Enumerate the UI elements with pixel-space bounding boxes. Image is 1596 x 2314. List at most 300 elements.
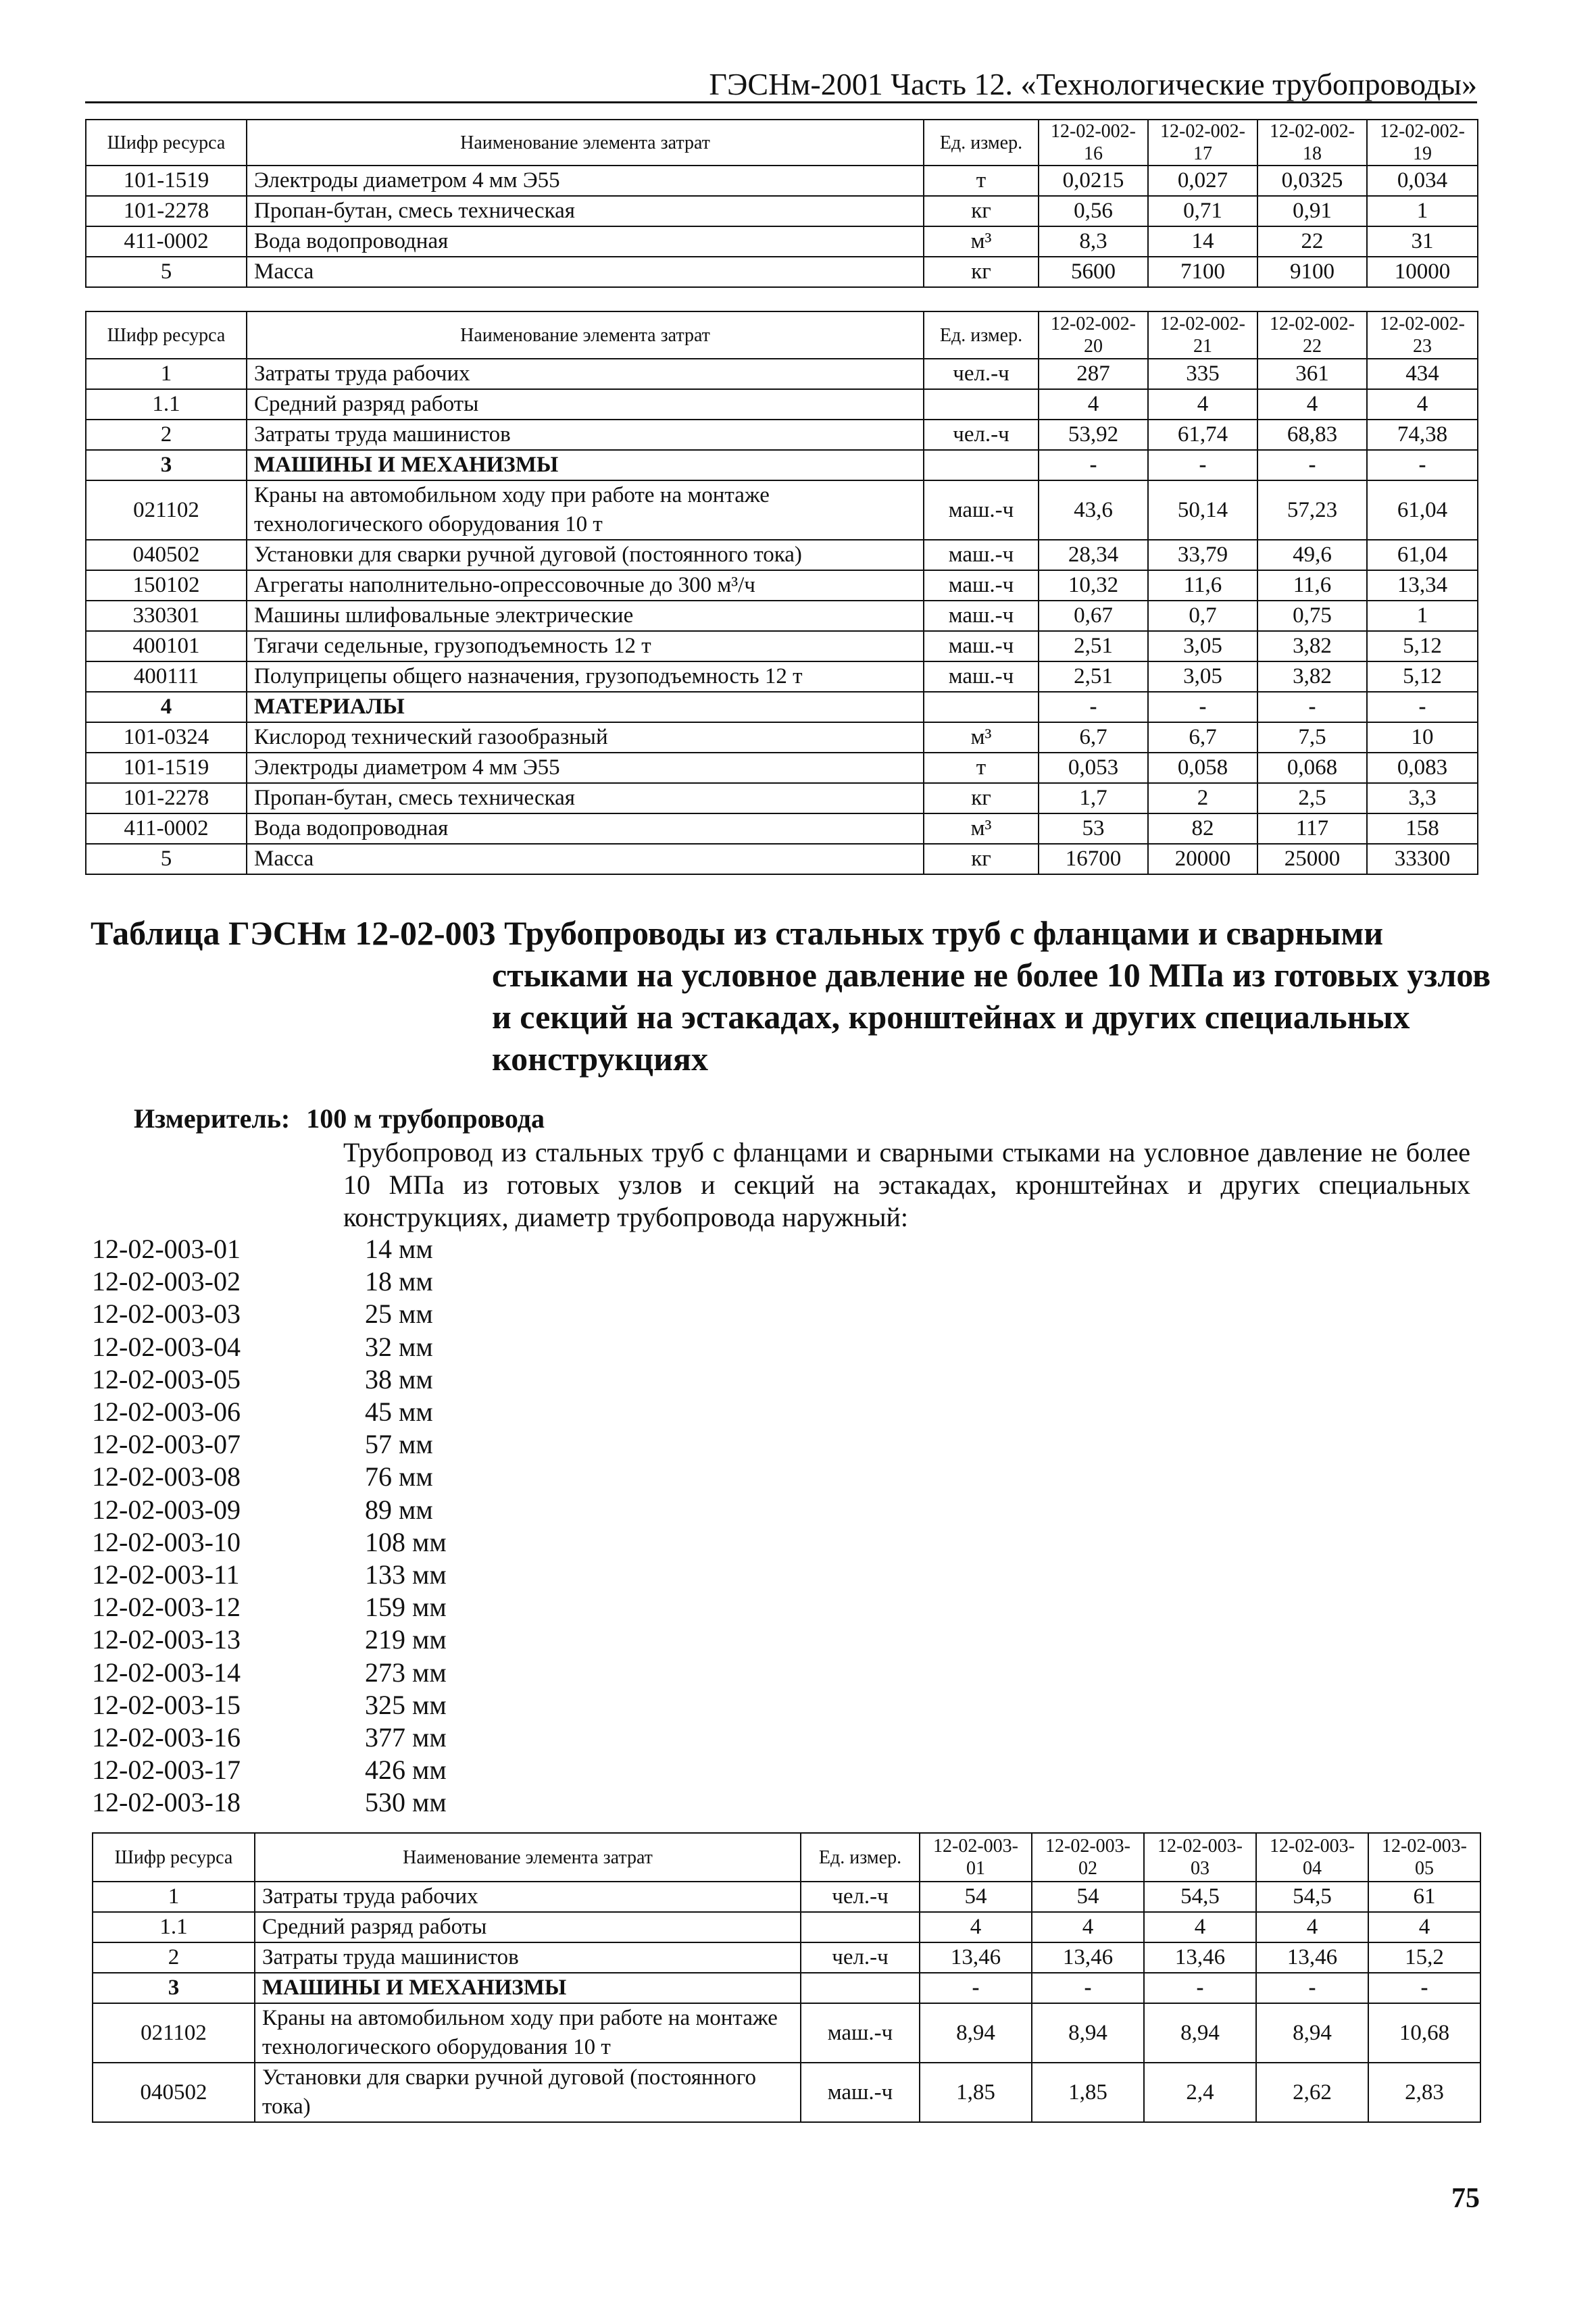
cost-element-header: Наименование элемента затрат bbox=[255, 1833, 801, 1882]
resource-code: 150102 bbox=[86, 570, 247, 601]
table-title-line-1: Таблица ГЭСНм 12-02-003 Трубопроводы из стальных труб с фланцами и сварными bbox=[91, 914, 1384, 952]
table-row bbox=[86, 389, 1478, 420]
norm-code: 12-02-003-08 bbox=[92, 1461, 241, 1492]
norm-value: 49,6 bbox=[1257, 540, 1367, 570]
norm-code-header: 12-02-002-21 bbox=[1148, 311, 1257, 359]
resource-code: 2 bbox=[93, 1942, 255, 1973]
norm-value: 4 bbox=[1256, 1912, 1368, 1942]
pipe-diameter: 426 мм bbox=[365, 1755, 447, 1786]
norm-code: 12-02-003-18 bbox=[92, 1787, 241, 1818]
unit-of-measure: маш.-ч bbox=[801, 2063, 920, 2122]
norm-code-header: 12-02-003-05 bbox=[1368, 1833, 1480, 1882]
unit-of-measure: кг bbox=[924, 783, 1039, 813]
table-row bbox=[86, 480, 1478, 540]
pipe-diameter: 219 мм bbox=[365, 1624, 447, 1655]
norm-value: - bbox=[1039, 450, 1148, 480]
unit-of-measure: маш.-ч bbox=[801, 2003, 920, 2063]
norm-value: 53 bbox=[1039, 813, 1148, 844]
norm-value: 57,23 bbox=[1257, 480, 1367, 540]
norm-value: 2,62 bbox=[1256, 2063, 1368, 2122]
resource-code: 4 bbox=[86, 692, 247, 722]
unit-of-measure: маш.-ч bbox=[924, 601, 1039, 631]
unit-of-measure: маш.-ч bbox=[924, 480, 1039, 540]
table-row bbox=[86, 692, 1478, 722]
norm-value: 0,034 bbox=[1367, 166, 1478, 196]
norm-value: 361 bbox=[1257, 359, 1367, 389]
list-item bbox=[92, 1624, 447, 1656]
pipe-diameter: 57 мм bbox=[365, 1429, 433, 1460]
cost-element-name: Затраты труда рабочих bbox=[247, 359, 924, 389]
norm-value: 1,85 bbox=[920, 2063, 1032, 2122]
unit-of-measure: чел.-ч bbox=[801, 1882, 920, 1912]
norm-value: 4 bbox=[1148, 389, 1257, 420]
norm-value: 53,92 bbox=[1039, 420, 1148, 450]
norm-value: - bbox=[1257, 450, 1367, 480]
norm-value: 8,94 bbox=[1144, 2003, 1256, 2063]
norm-value: 0,75 bbox=[1257, 601, 1367, 631]
norm-value: 5,12 bbox=[1367, 631, 1478, 661]
resource-table-002-16-19 bbox=[85, 119, 1478, 288]
resource-code: 400101 bbox=[86, 631, 247, 661]
unit-of-measure: маш.-ч bbox=[924, 540, 1039, 570]
unit-of-measure: кг bbox=[924, 257, 1039, 287]
table-row bbox=[86, 226, 1478, 257]
norm-value: 434 bbox=[1367, 359, 1478, 389]
table-header-row bbox=[93, 1833, 1480, 1882]
unit-of-measure bbox=[924, 389, 1039, 420]
resource-code: 330301 bbox=[86, 601, 247, 631]
norm-value: 1 bbox=[1367, 196, 1478, 226]
norm-value: 2 bbox=[1148, 783, 1257, 813]
norm-value: 287 bbox=[1039, 359, 1148, 389]
table-row bbox=[86, 570, 1478, 601]
norm-value: - bbox=[1368, 1973, 1480, 2003]
norm-value: 1 bbox=[1367, 601, 1478, 631]
pipe-diameter: 45 мм bbox=[365, 1397, 433, 1428]
norm-code: 12-02-003-05 bbox=[92, 1363, 241, 1394]
norm-value: 10 bbox=[1367, 722, 1478, 753]
pipe-diameter: 14 мм bbox=[365, 1234, 433, 1264]
resource-code: 1.1 bbox=[86, 389, 247, 420]
unit-of-measure: маш.-ч bbox=[924, 631, 1039, 661]
norm-value: 0,053 bbox=[1039, 753, 1148, 783]
table-row bbox=[86, 753, 1478, 783]
cost-element-name: Агрегаты наполнительно-опрессовочные до 300 м³/ч bbox=[247, 570, 924, 601]
norm-value: 20000 bbox=[1148, 844, 1257, 874]
norm-value: - bbox=[920, 1973, 1032, 2003]
cost-element-name: МАТЕРИАЛЫ bbox=[247, 692, 924, 722]
table-row bbox=[86, 420, 1478, 450]
resource-code: 101-0324 bbox=[86, 722, 247, 753]
resource-code: 411-0002 bbox=[86, 226, 247, 257]
norm-code: 12-02-003-16 bbox=[92, 1722, 241, 1753]
norm-value: 158 bbox=[1367, 813, 1478, 844]
unit-of-measure bbox=[924, 450, 1039, 480]
cost-element-name: Полуприцепы общего назначения, грузоподъемность 12 т bbox=[247, 661, 924, 692]
table-row bbox=[86, 601, 1478, 631]
norm-code: 12-02-003-11 bbox=[92, 1559, 240, 1590]
list-item bbox=[92, 1461, 447, 1493]
norm-value: 33,79 bbox=[1148, 540, 1257, 570]
norm-value: 50,14 bbox=[1148, 480, 1257, 540]
norm-code-header: 12-02-002-23 bbox=[1367, 311, 1478, 359]
unit-of-measure: чел.-ч bbox=[801, 1942, 920, 1973]
meter-value: 100 м трубопровода bbox=[306, 1103, 545, 1134]
unit-of-measure bbox=[801, 1973, 920, 2003]
norm-value: 3,05 bbox=[1148, 631, 1257, 661]
norm-value: 33300 bbox=[1367, 844, 1478, 874]
norm-value: - bbox=[1256, 1973, 1368, 2003]
norm-value: 15,2 bbox=[1368, 1942, 1480, 1973]
norm-value: 0,0325 bbox=[1257, 166, 1367, 196]
norm-code-header: 12-02-003-01 bbox=[920, 1833, 1032, 1882]
resource-code-header: Шифр ресурса bbox=[86, 311, 247, 359]
resource-table-002-20-23 bbox=[85, 311, 1478, 875]
pipe-diameter: 89 мм bbox=[365, 1494, 433, 1525]
list-item bbox=[92, 1721, 447, 1754]
cost-element-name: Вода водопроводная bbox=[247, 813, 924, 844]
norm-value: 10000 bbox=[1367, 257, 1478, 287]
norm-value: 117 bbox=[1257, 813, 1367, 844]
norm-value: 4 bbox=[1039, 389, 1148, 420]
table-title bbox=[91, 912, 1496, 1080]
norm-value: - bbox=[1148, 692, 1257, 722]
norm-value: 43,6 bbox=[1039, 480, 1148, 540]
norm-value: 4 bbox=[1257, 389, 1367, 420]
norm-value: 1,85 bbox=[1032, 2063, 1144, 2122]
pipe-diameter: 18 мм bbox=[365, 1266, 433, 1297]
cost-element-name: МАШИНЫ И МЕХАНИЗМЫ bbox=[247, 450, 924, 480]
norm-codes-list bbox=[92, 1233, 447, 1819]
norm-code: 12-02-003-04 bbox=[92, 1331, 241, 1362]
cost-element-name: Кислород технический газообразный bbox=[247, 722, 924, 753]
list-item bbox=[92, 1396, 447, 1428]
norm-value: 68,83 bbox=[1257, 420, 1367, 450]
list-item bbox=[92, 1657, 447, 1689]
norm-value: 1,7 bbox=[1039, 783, 1148, 813]
norm-value: 14 bbox=[1148, 226, 1257, 257]
table-row bbox=[86, 166, 1478, 196]
table-row bbox=[86, 450, 1478, 480]
norm-value: 335 bbox=[1148, 359, 1257, 389]
norm-value: 8,94 bbox=[1256, 2003, 1368, 2063]
resource-code-header: Шифр ресурса bbox=[86, 120, 247, 166]
norm-value: 2,4 bbox=[1144, 2063, 1256, 2122]
pipe-diameter: 377 мм bbox=[365, 1722, 447, 1753]
norm-value: 0,068 bbox=[1257, 753, 1367, 783]
unit-of-measure: кг bbox=[924, 196, 1039, 226]
resource-code: 2 bbox=[86, 420, 247, 450]
pipe-diameter: 325 мм bbox=[365, 1689, 447, 1720]
norm-value: 0,67 bbox=[1039, 601, 1148, 631]
norm-code: 12-02-003-02 bbox=[92, 1266, 241, 1297]
header-rule bbox=[85, 101, 1477, 103]
norm-value: 8,94 bbox=[1032, 2003, 1144, 2063]
resource-code: 040502 bbox=[93, 2063, 255, 2122]
resource-code: 101-2278 bbox=[86, 783, 247, 813]
meter bbox=[134, 1103, 545, 1134]
resource-code: 3 bbox=[86, 450, 247, 480]
norm-value: 82 bbox=[1148, 813, 1257, 844]
norm-code: 12-02-003-01 bbox=[92, 1234, 241, 1264]
norm-code: 12-02-003-12 bbox=[92, 1592, 241, 1623]
resource-code: 411-0002 bbox=[86, 813, 247, 844]
pipe-diameter: 76 мм bbox=[365, 1461, 433, 1492]
norm-code-header: 12-02-002-19 bbox=[1367, 120, 1478, 166]
cost-element-name: Краны на автомобильном ходу при работе на монтаже технологического оборудования 10 т bbox=[247, 480, 924, 540]
cost-element-name: Электроды диаметром 4 мм Э55 bbox=[247, 166, 924, 196]
norm-value: 0,0215 bbox=[1039, 166, 1148, 196]
norm-value: 5600 bbox=[1039, 257, 1148, 287]
norm-value: 11,6 bbox=[1148, 570, 1257, 601]
norm-value: 13,46 bbox=[1032, 1942, 1144, 1973]
norm-code: 12-02-003-17 bbox=[92, 1755, 241, 1786]
cost-element-name: Затраты труда машинистов bbox=[247, 420, 924, 450]
unit-of-measure: чел.-ч bbox=[924, 420, 1039, 450]
list-item bbox=[92, 1526, 447, 1559]
page-number: 75 bbox=[1451, 2183, 1480, 2214]
norm-value: 13,46 bbox=[920, 1942, 1032, 1973]
resource-table-003-01-05 bbox=[92, 1832, 1481, 2123]
list-item bbox=[92, 1298, 447, 1330]
norm-value: 54,5 bbox=[1256, 1882, 1368, 1912]
cost-element-name: Пропан-бутан, смесь техническая bbox=[247, 196, 924, 226]
norm-code: 12-02-003-13 bbox=[92, 1624, 241, 1655]
norm-value: - bbox=[1032, 1973, 1144, 2003]
norm-code-header: 12-02-003-02 bbox=[1032, 1833, 1144, 1882]
table-row bbox=[86, 722, 1478, 753]
norm-code-header: 12-02-002-16 bbox=[1039, 120, 1148, 166]
norm-value: - bbox=[1367, 450, 1478, 480]
norm-value: 22 bbox=[1257, 226, 1367, 257]
norm-value: 8,94 bbox=[920, 2003, 1032, 2063]
pipe-diameter: 108 мм bbox=[365, 1526, 447, 1557]
cost-element-name: Установки для сварки ручной дуговой (постоянного тока) bbox=[255, 2063, 801, 2122]
norm-value: 61 bbox=[1368, 1882, 1480, 1912]
norm-value: 7,5 bbox=[1257, 722, 1367, 753]
norm-value: 0,083 bbox=[1367, 753, 1478, 783]
table-row bbox=[86, 540, 1478, 570]
norm-value: 0,91 bbox=[1257, 196, 1367, 226]
norm-value: 10,68 bbox=[1368, 2003, 1480, 2063]
norm-value: 54,5 bbox=[1144, 1882, 1256, 1912]
meter-label: Измеритель: bbox=[134, 1103, 291, 1134]
pipe-diameter: 530 мм bbox=[365, 1787, 447, 1818]
norm-value: 0,56 bbox=[1039, 196, 1148, 226]
norm-value: 61,04 bbox=[1367, 480, 1478, 540]
norm-value: 74,38 bbox=[1367, 420, 1478, 450]
norm-value: 3,82 bbox=[1257, 631, 1367, 661]
norm-value: 61,74 bbox=[1148, 420, 1257, 450]
norm-code: 12-02-003-07 bbox=[92, 1429, 241, 1460]
norm-value: 25000 bbox=[1257, 844, 1367, 874]
unit-of-measure bbox=[924, 692, 1039, 722]
norm-value: 61,04 bbox=[1367, 540, 1478, 570]
list-item bbox=[92, 1265, 447, 1298]
norm-value: 6,7 bbox=[1039, 722, 1148, 753]
norm-value: 4 bbox=[920, 1912, 1032, 1942]
list-item bbox=[92, 1428, 447, 1461]
norm-code-header: 12-02-002-20 bbox=[1039, 311, 1148, 359]
table-header-row bbox=[86, 120, 1478, 166]
cost-element-name: Масса bbox=[247, 844, 924, 874]
norm-value: 54 bbox=[1032, 1882, 1144, 1912]
cost-element-name: Вода водопроводная bbox=[247, 226, 924, 257]
norm-code: 12-02-003-09 bbox=[92, 1494, 241, 1525]
resource-code: 3 bbox=[93, 1973, 255, 2003]
unit-of-measure: кг bbox=[924, 844, 1039, 874]
cost-element-name: Тягачи седельные, грузоподъемность 12 т bbox=[247, 631, 924, 661]
norm-value: 8,3 bbox=[1039, 226, 1148, 257]
resource-code: 5 bbox=[86, 257, 247, 287]
pipe-diameter: 25 мм bbox=[365, 1299, 433, 1330]
norm-code: 12-02-003-10 bbox=[92, 1526, 241, 1557]
resource-code: 101-1519 bbox=[86, 166, 247, 196]
list-item bbox=[92, 1591, 447, 1624]
list-item bbox=[92, 1331, 447, 1363]
norm-value: 0,71 bbox=[1148, 196, 1257, 226]
norm-value: 54 bbox=[920, 1882, 1032, 1912]
norm-value: 6,7 bbox=[1148, 722, 1257, 753]
norm-value: 4 bbox=[1367, 389, 1478, 420]
table-row bbox=[86, 196, 1478, 226]
norm-value: 4 bbox=[1144, 1912, 1256, 1942]
norm-code-header: 12-02-003-03 bbox=[1144, 1833, 1256, 1882]
table-title-continuation: стыками на условное давление не более 10 МПа из готовых узлов и секций на эстакадах, кронштейнах и других специальных конструкциях bbox=[492, 956, 1491, 1078]
norm-value: - bbox=[1148, 450, 1257, 480]
norm-value: 3,3 bbox=[1367, 783, 1478, 813]
norm-value: - bbox=[1367, 692, 1478, 722]
list-item bbox=[92, 1786, 447, 1819]
cost-element-name: Средний разряд работы bbox=[247, 389, 924, 420]
norm-value: 7100 bbox=[1148, 257, 1257, 287]
pipe-diameter: 133 мм bbox=[365, 1559, 447, 1590]
cost-element-header: Наименование элемента затрат bbox=[247, 120, 924, 166]
table-row bbox=[93, 1912, 1480, 1942]
cost-element-name: Масса bbox=[247, 257, 924, 287]
norm-value: 13,46 bbox=[1144, 1942, 1256, 1973]
table-row bbox=[93, 1882, 1480, 1912]
cost-element-name: Пропан-бутан, смесь техническая bbox=[247, 783, 924, 813]
table-row bbox=[86, 631, 1478, 661]
table-row bbox=[86, 359, 1478, 389]
resource-code: 021102 bbox=[93, 2003, 255, 2063]
running-header: ГЭСНм-2001 Часть 12. «Технологические трубопроводы» bbox=[709, 67, 1477, 101]
norm-value: 9100 bbox=[1257, 257, 1367, 287]
norm-value: 31 bbox=[1367, 226, 1478, 257]
unit-header: Ед. измер. bbox=[801, 1833, 920, 1882]
unit-of-measure: м³ bbox=[924, 722, 1039, 753]
resource-code: 1 bbox=[86, 359, 247, 389]
table-row bbox=[86, 813, 1478, 844]
norm-value: 2,5 bbox=[1257, 783, 1367, 813]
cost-element-header: Наименование элемента затрат bbox=[247, 311, 924, 359]
cost-element-name: Затраты труда рабочих bbox=[255, 1882, 801, 1912]
table-row bbox=[86, 844, 1478, 874]
norm-value: 10,32 bbox=[1039, 570, 1148, 601]
norm-code: 12-02-003-15 bbox=[92, 1689, 241, 1720]
cost-element-name: Машины шлифовальные электрические bbox=[247, 601, 924, 631]
unit-header: Ед. измер. bbox=[924, 311, 1039, 359]
unit-of-measure bbox=[801, 1912, 920, 1942]
table-header-row bbox=[86, 311, 1478, 359]
pipe-diameter: 32 мм bbox=[365, 1331, 433, 1362]
norm-code-header: 12-02-002-22 bbox=[1257, 311, 1367, 359]
norm-value: 0,7 bbox=[1148, 601, 1257, 631]
resource-code: 5 bbox=[86, 844, 247, 874]
unit-of-measure: м³ bbox=[924, 813, 1039, 844]
list-item bbox=[92, 1559, 447, 1591]
cost-element-name: Средний разряд работы bbox=[255, 1912, 801, 1942]
resource-code: 1 bbox=[93, 1882, 255, 1912]
list-item bbox=[92, 1363, 447, 1396]
norm-value: - bbox=[1257, 692, 1367, 722]
resource-code: 1.1 bbox=[93, 1912, 255, 1942]
table-row bbox=[86, 783, 1478, 813]
cost-element-name: Электроды диаметром 4 мм Э55 bbox=[247, 753, 924, 783]
table-row bbox=[93, 1942, 1480, 1973]
resource-code: 101-2278 bbox=[86, 196, 247, 226]
table-row bbox=[86, 661, 1478, 692]
table-row bbox=[93, 2003, 1480, 2063]
norm-value: 3,82 bbox=[1257, 661, 1367, 692]
cost-element-name: Установки для сварки ручной дуговой (постоянного тока) bbox=[247, 540, 924, 570]
norm-value: 28,34 bbox=[1039, 540, 1148, 570]
cost-element-name: Краны на автомобильном ходу при работе на монтаже технологического оборудования 10 т bbox=[255, 2003, 801, 2063]
norm-code-header: 12-02-003-04 bbox=[1256, 1833, 1368, 1882]
norm-value: - bbox=[1039, 692, 1148, 722]
norm-code-header: 12-02-002-17 bbox=[1148, 120, 1257, 166]
work-description: Трубопровод из стальных труб с фланцами и сварными стыками на условное давление не более 10 МПа из готовых узлов и секций на эстакадах, кронштейнах и других специальных конструкциях, диаметр трубопровода наружный: bbox=[343, 1137, 1470, 1232]
unit-of-measure: т bbox=[924, 166, 1039, 196]
unit-of-measure: маш.-ч bbox=[924, 570, 1039, 601]
list-item bbox=[92, 1689, 447, 1721]
cost-element-name: МАШИНЫ И МЕХАНИЗМЫ bbox=[255, 1973, 801, 2003]
norm-code: 12-02-003-03 bbox=[92, 1299, 241, 1330]
norm-value: 0,027 bbox=[1148, 166, 1257, 196]
list-item bbox=[92, 1494, 447, 1526]
norm-value: 4 bbox=[1032, 1912, 1144, 1942]
norm-value: 3,05 bbox=[1148, 661, 1257, 692]
cost-element-name: Затраты труда машинистов bbox=[255, 1942, 801, 1973]
list-item bbox=[92, 1233, 447, 1265]
norm-code: 12-02-003-06 bbox=[92, 1397, 241, 1428]
table-row bbox=[86, 257, 1478, 287]
norm-value: 4 bbox=[1368, 1912, 1480, 1942]
resource-code: 101-1519 bbox=[86, 753, 247, 783]
resource-code: 400111 bbox=[86, 661, 247, 692]
norm-value: 2,51 bbox=[1039, 631, 1148, 661]
unit-of-measure: маш.-ч bbox=[924, 661, 1039, 692]
norm-value: - bbox=[1144, 1973, 1256, 2003]
norm-value: 13,46 bbox=[1256, 1942, 1368, 1973]
resource-code: 040502 bbox=[86, 540, 247, 570]
resource-code: 021102 bbox=[86, 480, 247, 540]
pipe-diameter: 159 мм bbox=[365, 1592, 447, 1623]
unit-of-measure: чел.-ч bbox=[924, 359, 1039, 389]
norm-value: 2,51 bbox=[1039, 661, 1148, 692]
resource-code-header: Шифр ресурса bbox=[93, 1833, 255, 1882]
norm-value: 16700 bbox=[1039, 844, 1148, 874]
norm-value: 13,34 bbox=[1367, 570, 1478, 601]
pipe-diameter: 38 мм bbox=[365, 1363, 433, 1394]
norm-code-header: 12-02-002-18 bbox=[1257, 120, 1367, 166]
table-row bbox=[93, 1973, 1480, 2003]
pipe-diameter: 273 мм bbox=[365, 1657, 447, 1688]
list-item bbox=[92, 1754, 447, 1786]
norm-value: 11,6 bbox=[1257, 570, 1367, 601]
norm-value: 0,058 bbox=[1148, 753, 1257, 783]
